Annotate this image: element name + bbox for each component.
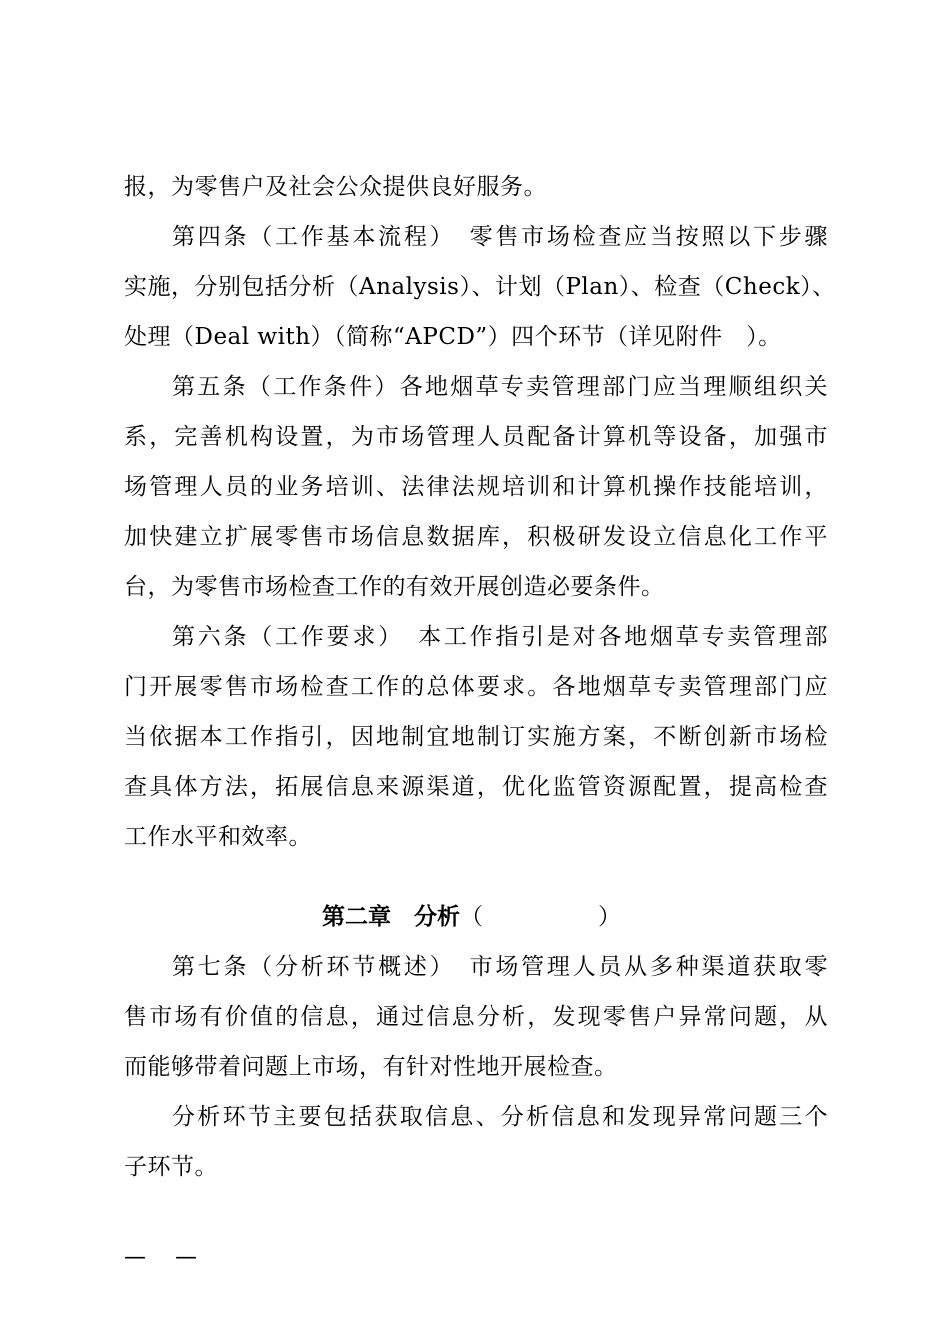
- paragraph-line: 第四条（工作基本流程） 零售市场检查应当按照以下步骤: [172, 224, 828, 250]
- section-gap: [124, 862, 828, 892]
- paragraph-line: 而能够带着问题上市场，有针对性地开展检查。: [124, 1054, 618, 1080]
- paragraph-line: 报，为零售户及社会公众提供良好服务。: [124, 174, 547, 200]
- paragraph-line: 查具体方法，拓展信息来源渠道，优化监管资源配置，提高检查: [124, 774, 828, 800]
- document-body: [124, 162, 836, 1192]
- paragraph-line: 台，为零售市场检查工作的有效开展创造必要条件。: [124, 574, 665, 600]
- paragraph-line: 实施，分别包括分析（Analysis）、计划（Plan）、检查（Check）、: [124, 274, 836, 300]
- paragraph-line: 分析环节主要包括获取信息、分析信息和发现异常问题三个: [172, 1104, 828, 1130]
- chapter-title: 第二章 分析: [322, 904, 460, 930]
- chapter-title-paren: （ ）: [460, 904, 621, 930]
- paragraph-line: 处理（Deal with）（简称“APCD”）四个环节（详见附件 ）。: [124, 324, 782, 350]
- paragraph-line: 工作水平和效率。: [124, 824, 312, 850]
- page-footer: — —: [124, 1245, 197, 1270]
- paragraph-line: 子环节。: [124, 1154, 218, 1180]
- paragraph-line: 加快建立扩展零售市场信息数据库，积极研发设立信息化工作平: [124, 524, 828, 550]
- paragraph-line: 门开展零售市场检查工作的总体要求。各地烟草专卖管理部门应: [124, 674, 828, 700]
- paragraph-line: 系，完善机构设置，为市场管理人员配备计算机等设备，加强市: [124, 424, 828, 450]
- paragraph-line: 当依据本工作指引，因地制宜地制订实施方案，不断创新市场检: [124, 724, 828, 750]
- paragraph-line: 售市场有价值的信息，通过信息分析，发现零售户异常问题，从: [124, 1004, 828, 1030]
- paragraph-line: 第六条（工作要求） 本工作指引是对各地烟草专卖管理部: [172, 624, 828, 650]
- paragraph-line: 第七条（分析环节概述） 市场管理人员从多种渠道获取零: [172, 954, 828, 980]
- paragraph-line: 第五条（工作条件）各地烟草专卖管理部门应当理顺组织关: [172, 374, 828, 400]
- paragraph-line: 场管理人员的业务培训、法律法规培训和计算机操作技能培训，: [124, 474, 828, 500]
- chapter-heading: [124, 892, 828, 942]
